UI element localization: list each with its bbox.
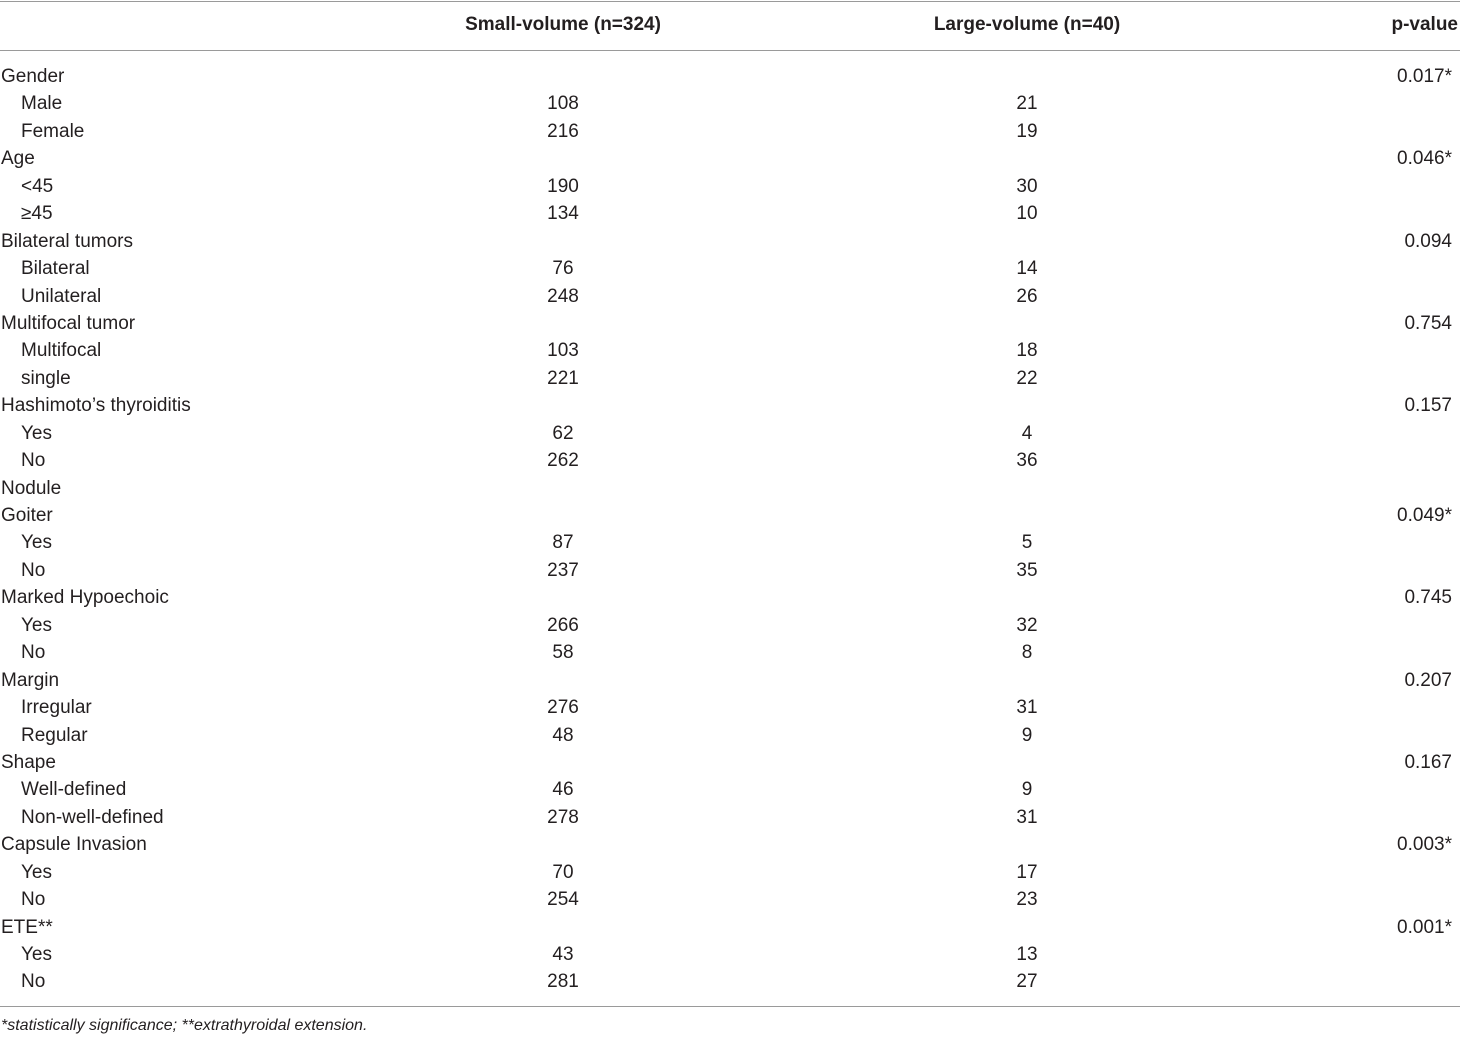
footnote: *statistically significance; **extrathyroidal extension. (1, 1017, 368, 1034)
large-volume-cell: 14 (1016, 258, 1038, 280)
row-label: Bilateral (21, 258, 90, 280)
small-volume-cell: 87 (552, 532, 574, 554)
small-volume-cell: 58 (552, 642, 574, 664)
bottom-rule (0, 1006, 1460, 1007)
large-volume-cell: 4 (1021, 422, 1033, 444)
small-volume-cell: 103 (547, 340, 579, 362)
row-label: Yes (21, 422, 52, 444)
table-row (0, 283, 1460, 310)
p-value-cell: 0.017* (1397, 66, 1452, 87)
large-volume-cell: 23 (1016, 889, 1038, 911)
large-volume-cell: 32 (1016, 614, 1038, 636)
header-rule (0, 50, 1460, 51)
row-label: ≥45 (21, 203, 53, 225)
row-label: <45 (21, 175, 54, 197)
table-row (0, 776, 1460, 803)
row-label: Well-defined (21, 779, 127, 801)
p-value-cell: 0.754 (1404, 312, 1452, 334)
row-label: Goiter (1, 505, 53, 526)
small-volume-cell: 190 (547, 175, 579, 197)
table-row (0, 447, 1460, 474)
p-value-cell: 0.003* (1397, 834, 1452, 856)
large-volume-cell: 9 (1021, 779, 1033, 801)
table-row (0, 804, 1460, 831)
row-label: Regular (21, 724, 88, 746)
table-row (0, 557, 1460, 584)
table-row (0, 502, 1460, 529)
row-label: Gender (1, 66, 65, 87)
small-volume-cell: 62 (552, 422, 574, 444)
header-large-volume: Large-volume (n=40) (933, 14, 1121, 35)
row-label: Irregular (21, 697, 92, 719)
table-row (0, 694, 1460, 721)
top-rule (0, 1, 1460, 2)
row-label: No (21, 450, 46, 472)
large-volume-cell: 36 (1016, 450, 1038, 472)
large-volume-cell: 31 (1016, 697, 1038, 719)
small-volume-cell: 134 (547, 203, 579, 225)
table-row (0, 420, 1460, 447)
table-row (0, 255, 1460, 282)
row-label: No (21, 559, 46, 581)
table-row (0, 529, 1460, 556)
row-label: Capsule Invasion (1, 834, 147, 856)
table-row (0, 337, 1460, 364)
row-label: single (21, 367, 71, 389)
table-row (0, 200, 1460, 227)
table-row (0, 859, 1460, 886)
small-volume-cell: 70 (552, 861, 574, 883)
row-label: Shape (1, 751, 56, 773)
p-value-cell: 0.167 (1404, 751, 1452, 773)
row-label: Margin (1, 669, 60, 691)
table-row (0, 63, 1460, 90)
row-label: Age (1, 148, 35, 170)
table-row (0, 392, 1460, 419)
p-value-cell: 0.046* (1397, 148, 1452, 170)
small-volume-cell: 254 (547, 889, 579, 911)
table-row (0, 722, 1460, 749)
table-row (0, 612, 1460, 639)
p-value-cell: 0.001* (1397, 916, 1452, 938)
small-volume-cell: 266 (547, 614, 579, 636)
row-label: ETE** (1, 916, 53, 938)
large-volume-cell: 27 (1016, 971, 1038, 993)
table-row (0, 365, 1460, 392)
table-row (0, 310, 1460, 337)
row-label: Unilateral (21, 285, 102, 307)
large-volume-cell: 21 (1016, 93, 1038, 115)
small-volume-cell: 76 (552, 258, 574, 280)
table-row (0, 90, 1460, 117)
row-label: Male (21, 93, 63, 115)
row-label: Hashimoto’s thyroiditis (1, 395, 191, 417)
row-label: Non-well-defined (21, 806, 164, 828)
row-label: No (21, 971, 46, 993)
row-label: Multifocal tumor (1, 312, 136, 334)
table-row (0, 118, 1460, 145)
table-row (0, 749, 1460, 776)
large-volume-cell: 35 (1016, 559, 1038, 581)
row-label: Marked Hypoechoic (1, 587, 169, 609)
small-volume-cell: 43 (552, 944, 574, 965)
table-row (0, 914, 1460, 941)
table-row (0, 584, 1460, 611)
table-row (0, 475, 1460, 502)
large-volume-cell: 13 (1016, 944, 1038, 965)
table-body (0, 63, 1460, 996)
small-volume-cell: 46 (552, 779, 574, 801)
p-value-cell: 0.049* (1397, 505, 1452, 526)
table-row (0, 968, 1460, 995)
table-row (0, 941, 1460, 968)
p-value-cell: 0.094 (1404, 230, 1452, 252)
small-volume-cell: 237 (547, 559, 579, 581)
header-small-volume: Small-volume (n=324) (465, 14, 661, 35)
p-value-cell: 0.157 (1404, 395, 1452, 417)
small-volume-cell: 108 (547, 93, 579, 115)
large-volume-cell: 9 (1021, 724, 1033, 746)
row-label: No (21, 642, 46, 664)
table-row (0, 145, 1460, 172)
small-volume-cell: 216 (547, 120, 579, 142)
large-volume-cell: 26 (1016, 285, 1038, 307)
large-volume-cell: 17 (1016, 861, 1038, 883)
small-volume-cell: 48 (552, 724, 574, 746)
row-label: Nodule (1, 477, 62, 499)
small-volume-cell: 262 (547, 450, 579, 472)
large-volume-cell: 8 (1021, 642, 1033, 664)
table-row (0, 228, 1460, 255)
row-label: Multifocal (21, 340, 102, 362)
small-volume-cell: 221 (547, 367, 579, 389)
row-label: Yes (21, 944, 52, 965)
table-row (0, 173, 1460, 200)
row-label: Yes (21, 614, 52, 636)
small-volume-cell: 276 (547, 697, 579, 719)
row-label: Yes (21, 861, 52, 883)
large-volume-cell: 31 (1016, 806, 1038, 828)
small-volume-cell: 281 (547, 971, 579, 993)
p-value-cell: 0.207 (1404, 669, 1452, 691)
large-volume-cell: 19 (1016, 120, 1038, 142)
table-row (0, 667, 1460, 694)
table-row (0, 639, 1460, 666)
row-label: No (21, 889, 46, 911)
header-p-value: p-value (1391, 14, 1458, 35)
large-volume-cell: 18 (1016, 340, 1038, 362)
large-volume-cell: 22 (1016, 367, 1038, 389)
small-volume-cell: 248 (547, 285, 579, 307)
large-volume-cell: 10 (1016, 203, 1038, 225)
table-row (0, 831, 1460, 858)
large-volume-cell: 5 (1021, 532, 1033, 554)
row-label: Yes (21, 532, 52, 554)
table-row (0, 886, 1460, 913)
large-volume-cell: 30 (1016, 175, 1038, 197)
row-label: Bilateral tumors (1, 230, 133, 252)
small-volume-cell: 278 (547, 806, 579, 828)
p-value-cell: 0.745 (1404, 587, 1452, 609)
row-label: Female (21, 120, 85, 142)
